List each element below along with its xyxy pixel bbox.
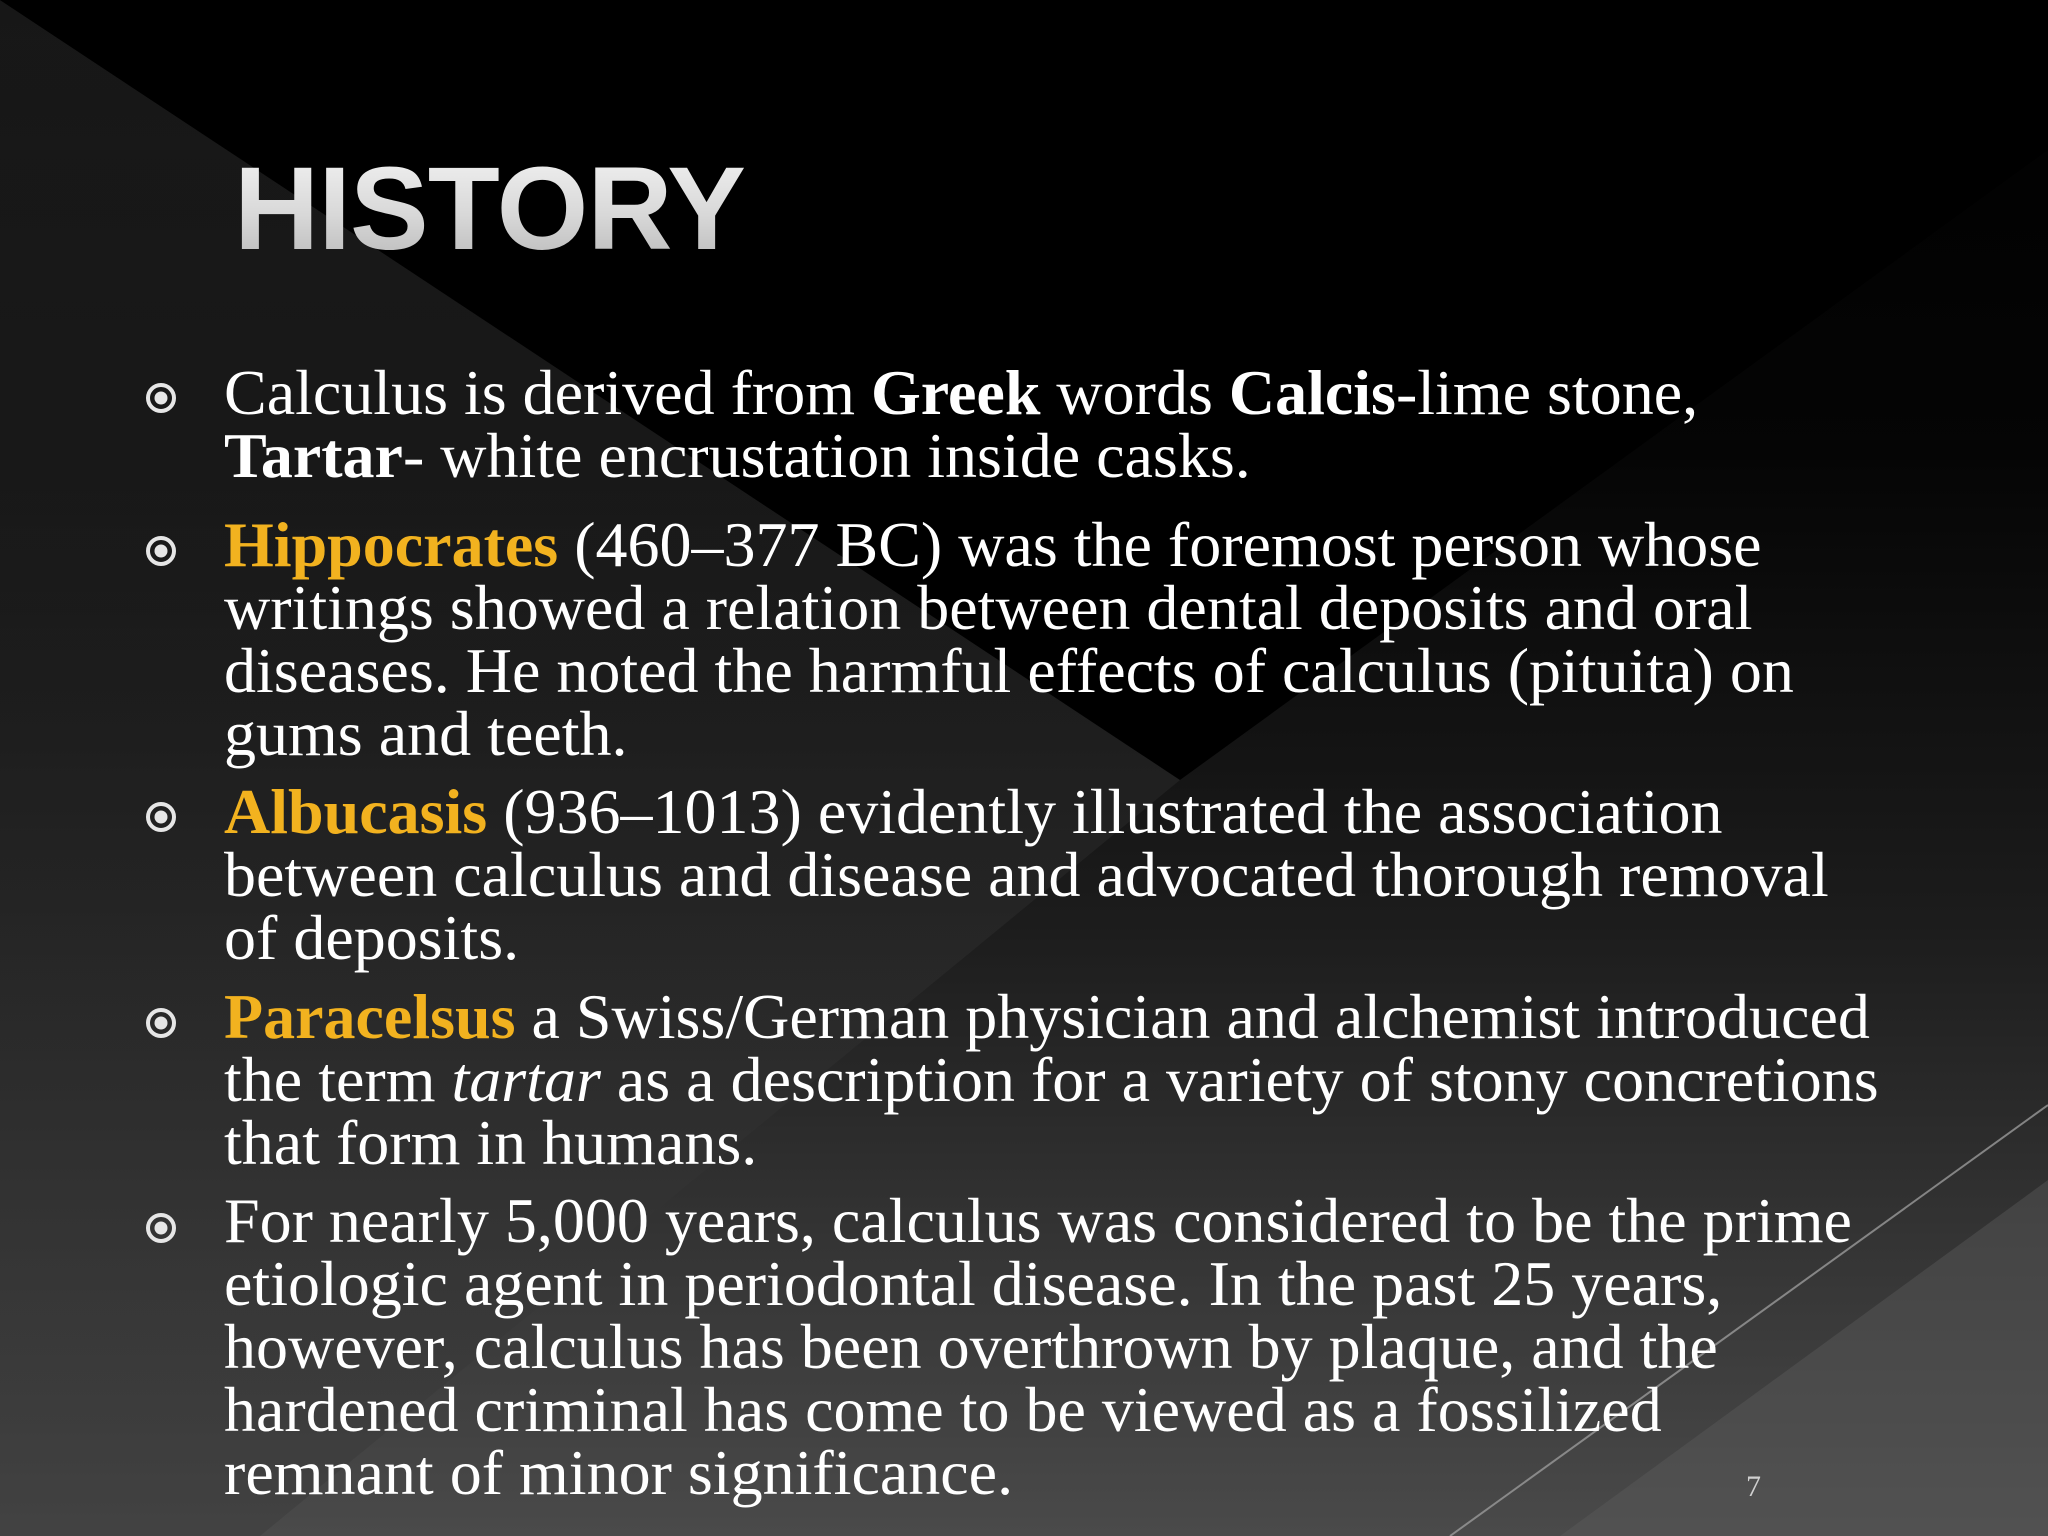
- bullet-text: diseases. He noted the harmful effects of calculus (pituita) on: [224, 635, 1794, 706]
- bullet-line: [224, 981, 1924, 1052]
- bullet-item: [224, 357, 1924, 491]
- circled-dot-icon: [144, 1211, 178, 1245]
- bullet-item: [224, 509, 1924, 769]
- bullet-line: [224, 839, 1924, 910]
- bullet-line: [224, 1107, 1924, 1178]
- bullet-line: [224, 1248, 1924, 1319]
- circled-dot-icon: [144, 534, 178, 568]
- bullet-text: (460–377 BC) was the foremost person whose: [558, 509, 1762, 580]
- bullet-text: a Swiss/German physician and alchemist introduced: [515, 981, 1870, 1052]
- bullet-line: [224, 1374, 1924, 1445]
- bullet-text: words: [1040, 357, 1229, 428]
- bullet-text: writings showed a relation between dental deposits and oral: [224, 572, 1753, 643]
- bullet-item: [224, 776, 1924, 973]
- circled-dot-icon: [144, 381, 178, 415]
- bullet-line: [224, 1311, 1924, 1382]
- slide-title: HISTORY: [234, 143, 745, 275]
- bullet-line: [224, 902, 1924, 973]
- bullet-line: [224, 509, 1924, 580]
- bullet-line: [224, 1044, 1924, 1115]
- bullet-line: [224, 635, 1924, 706]
- bullet-text: the term: [224, 1044, 452, 1115]
- bold-term: Calcis: [1228, 357, 1396, 428]
- bullet-text: -lime stone,: [1395, 357, 1699, 428]
- bullet-text: gums and teeth.: [224, 698, 628, 769]
- bullet-text: however, calculus has been overthrown by plaque, and the: [224, 1311, 1718, 1382]
- bullet-line: [224, 1185, 1924, 1256]
- bullet-line: [224, 776, 1924, 847]
- highlighted-name: Albucasis: [224, 776, 488, 847]
- bullet-text: hardened criminal has come to be viewed as a fossilized: [224, 1374, 1662, 1445]
- bullet-line: [224, 698, 1924, 769]
- bullet-text: that form in humans.: [224, 1107, 758, 1178]
- bullet-text: between calculus and disease and advocated thorough removal: [224, 839, 1829, 910]
- bullet-line: [224, 357, 1924, 428]
- circled-dot-icon: [144, 1006, 178, 1040]
- circled-dot-icon: [144, 800, 178, 834]
- bold-term: Tartar: [224, 420, 403, 491]
- bullet-item: [224, 981, 1924, 1178]
- bullet-text: as a description for a variety of stony concretions: [600, 1044, 1879, 1115]
- bullet-text: For nearly 5,000 years, calculus was considered to be the prime: [224, 1185, 1852, 1256]
- bullet-text: - white encrustation inside casks.: [402, 420, 1251, 491]
- bullet-text: (936–1013) evidently illustrated the association: [487, 776, 1723, 847]
- bullet-text: etiologic agent in periodontal disease. In the past 25 years,: [224, 1248, 1723, 1319]
- bullet-item: [224, 1185, 1924, 1508]
- highlighted-name: Hippocrates: [224, 509, 559, 580]
- bullet-line: [224, 572, 1924, 643]
- bullet-text: remnant of minor significance.: [224, 1437, 1014, 1508]
- highlighted-name: Paracelsus: [224, 981, 516, 1052]
- bullet-text: Calculus is derived from: [224, 357, 871, 428]
- bullet-line: [224, 420, 1924, 491]
- bullet-line: [224, 1437, 1924, 1508]
- italic-term: tartar: [451, 1044, 601, 1115]
- page-number: 7: [1746, 1470, 1761, 1503]
- bullet-text: of deposits.: [224, 902, 520, 973]
- bold-term: Greek: [870, 357, 1041, 428]
